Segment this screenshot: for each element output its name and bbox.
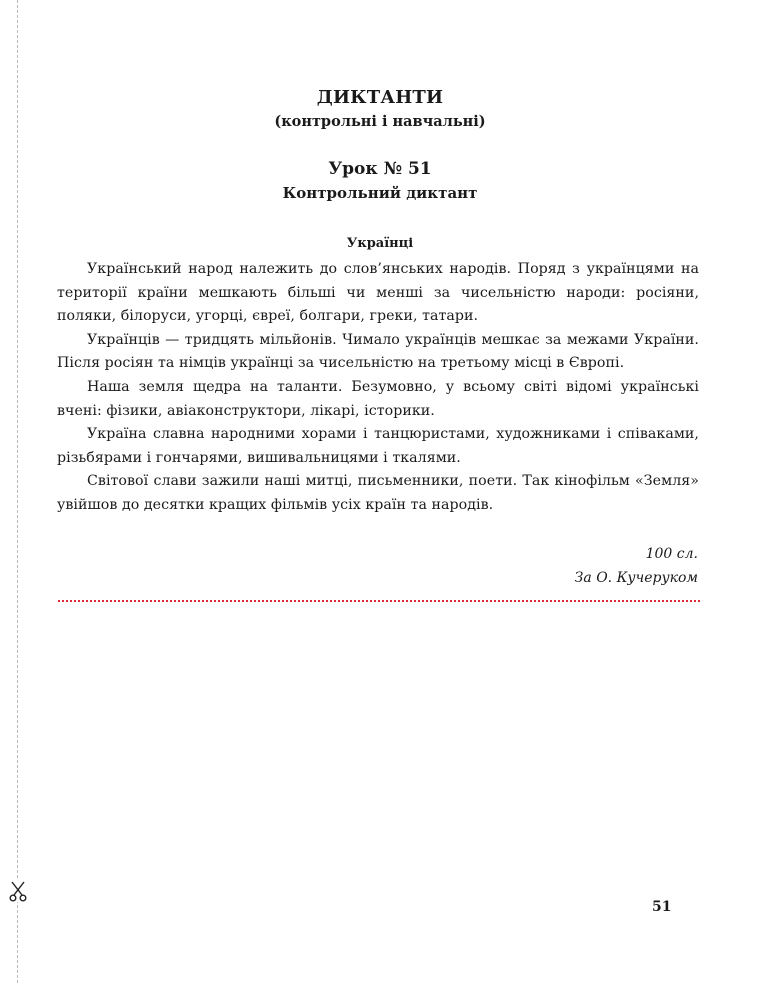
section-subtitle: (контрольні і навчальні) xyxy=(274,113,486,130)
paragraph-2: Українців — тридцять мільйонів. Чимало українців мешкає за межами України. Після росіян та німців українці за чисельністю на третьому місці в Європі. xyxy=(57,331,699,372)
scissors-icon xyxy=(9,880,27,902)
paragraph-5: Світової слави зажили наші митці, письменники, поети. Так кінофільм «Земля» увійшов до десятки кращих фільмів усіх країн та народів. xyxy=(57,473,699,513)
cut-line xyxy=(17,0,18,983)
source-attribution: За О. Кучеруком xyxy=(574,570,698,586)
paragraph-3: Наша земля щедра на таланти. Безумовно, у всьому світі відомі українські вчені: фізики, авіаконструктори, лікарі, історики. xyxy=(57,378,699,419)
paragraph-4: Україна славна народними хорами і танцюристами, художниками і співаками, різьбярами і гончарями, вишивальницями і ткалями. xyxy=(57,426,699,466)
word-count: 100 сл. xyxy=(645,546,698,562)
dictation-title: Українці xyxy=(346,236,414,251)
section-title: ДИКТАНТИ xyxy=(316,87,444,108)
dotted-separator xyxy=(58,600,700,602)
dictation-body xyxy=(57,258,699,518)
lesson-number: Урок № 51 xyxy=(328,159,432,179)
lesson-kind: Контрольний диктант xyxy=(282,184,478,202)
page-number: 51 xyxy=(652,899,672,915)
paragraph-1: Український народ належить до слов’янських народів. Поряд з українцями на території країни мешкають більші чи менші за чисельністю народи: росіяни, поляки, білоруси, угорці, євреї, болгари, греки, татари. xyxy=(57,261,699,325)
